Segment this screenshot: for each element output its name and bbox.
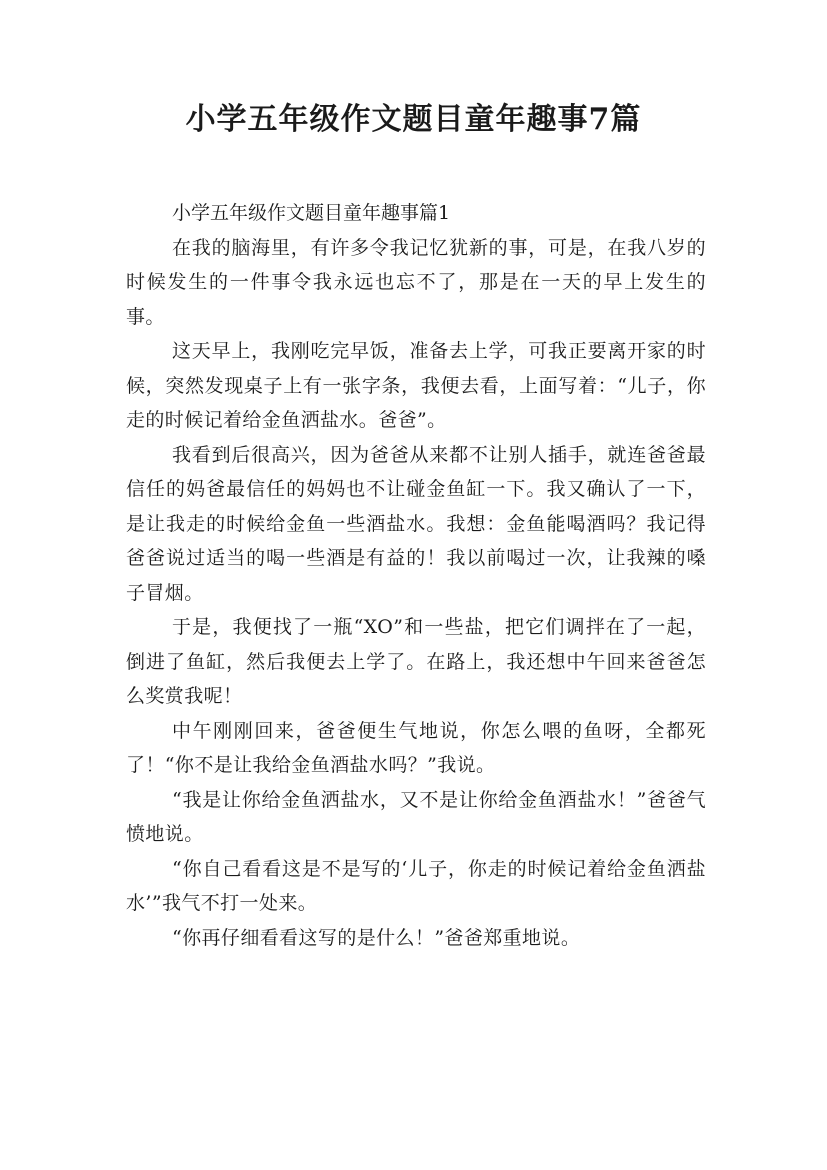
section-subtitle: 小学五年级作文题目童年趣事篇1 [172,202,451,224]
paragraph: “你再仔细看看这写的是什么！”爸爸郑重地说。 [172,926,581,949]
document-title: 小学五年级作文题目童年趣事7篇 [185,102,642,137]
paragraph: “你自己看看这是不是写的‘儿子，你走的时候记着给金鱼洒盐水’”我气不打一处来。 [126,857,706,914]
paragraph: “我是让你给金鱼洒盐水，又不是让你给金鱼酒盐水！”爸爸气愤地说。 [126,788,706,845]
paragraph: 于是，我便找了一瓶“XO”和一些盐，把它们调拌在了一起，倒进了鱼缸，然后我便去上学了。在路上，我还想中午回来爸爸怎么奖赏我呢！ [126,616,706,707]
paragraph: 在我的脑海里，有许多令我记忆犹新的事，可是，在我八岁的时候发生的一件事令我永远也忘不了，那是在一天的早上发生的事。 [126,236,706,328]
document-body [126,196,706,955]
paragraph: 中午刚刚回来，爸爸便生气地说，你怎么喂的鱼呀，全都死了！“你不是让我给金鱼酒盐水吗？”我说。 [126,719,706,776]
paragraph: 这天早上，我刚吃完早饭，准备去上学，可我正要离开家的时候，突然发现桌子上有一张字条，我便去看，上面写着：“儿子，你走的时候记着给金鱼洒盐水。爸爸”。 [126,340,706,431]
paragraph: 我看到后很高兴，因为爸爸从来都不让别人插手，就连爸爸最信任的妈爸最信任的妈妈也不让碰金鱼缸一下。我又确认了一下，是让我走的时候给金鱼一些酒盐水。我想：金鱼能喝酒吗？我记得爸爸说过适当的喝一些酒是有益的！我以前喝过一次，让我辣的嗓子冒烟。 [126,443,706,604]
